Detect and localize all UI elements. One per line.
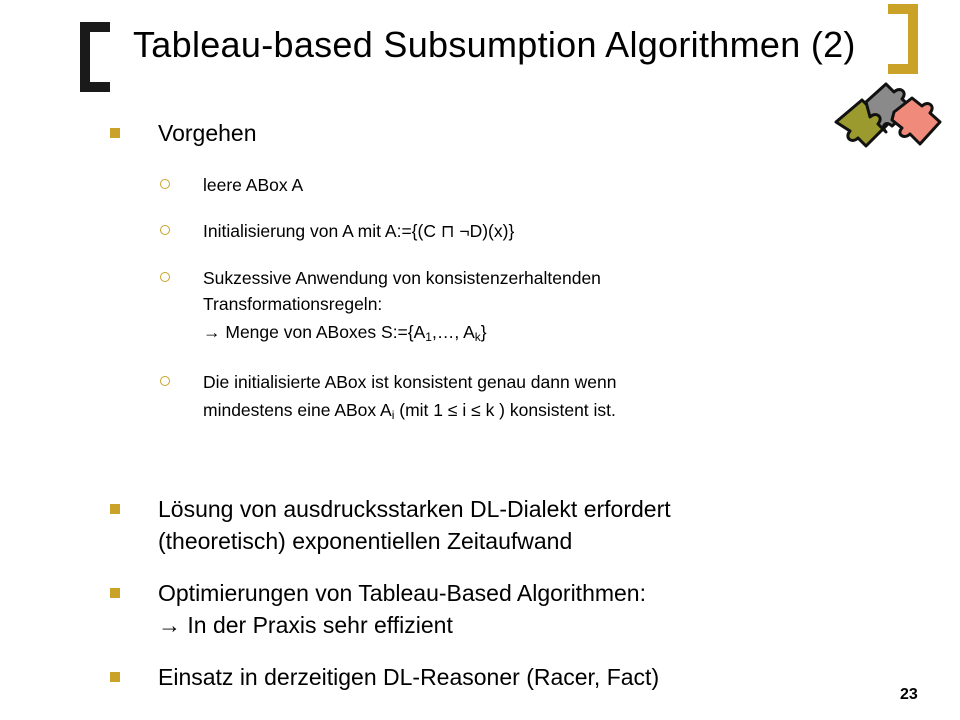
circle-bullet-icon [160, 376, 170, 386]
subbullet-text-line2: Transformationsregeln: [203, 294, 383, 314]
title-bracket-right [888, 4, 918, 74]
subbullet-text: Initialisierung von A mit A:={(C ⊓ ¬D)(x)} [203, 221, 515, 241]
bullet-text-line1: Optimierungen von Tableau-Based Algorithmen: [158, 580, 646, 606]
bullet-text: Einsatz in derzeitigen DL-Reasoner (Racer, Fact) [158, 664, 660, 690]
subbullet-text-line2: mindestens eine ABox $A_i$ (mit 1 ≤ i ≤ k ) konsistent ist. [203, 400, 616, 422]
subbullet-text-line1: Die initialisierte ABox ist konsistent genau dann wenn [203, 372, 617, 392]
page-number: 23 [900, 686, 918, 703]
square-bullet-icon [110, 672, 120, 682]
circle-bullet-icon [160, 225, 170, 235]
bullet-text-line1: Lösung von ausdrucksstarken DL-Dialekt erfordert [158, 496, 671, 522]
square-bullet-icon [110, 588, 120, 598]
square-bullet-icon [110, 504, 120, 514]
puzzle-pieces-icon [828, 72, 946, 156]
title-bracket-left [80, 22, 110, 92]
circle-bullet-icon [160, 272, 170, 282]
subbullet-text: leere ABox A [203, 175, 304, 195]
circle-bullet-icon [160, 179, 170, 189]
square-bullet-icon [110, 128, 120, 138]
subbullet-text-line1: Sukzessive Anwendung von konsistenzerhaltenden [203, 268, 601, 288]
bullet-text-line2: (theoretisch) exponentiellen Zeitaufwand [158, 528, 573, 554]
bullet-text: Vorgehen [158, 120, 257, 146]
slide-title: Tableau-based Subsumption Algorithmen (2) [133, 24, 856, 65]
subbullet-text-line3: → Menge von ABoxes $S:=\{A_1,\dots$, $A_k$} [203, 322, 487, 344]
bullet-text-line2: → In der Praxis sehr effizient [158, 612, 453, 638]
